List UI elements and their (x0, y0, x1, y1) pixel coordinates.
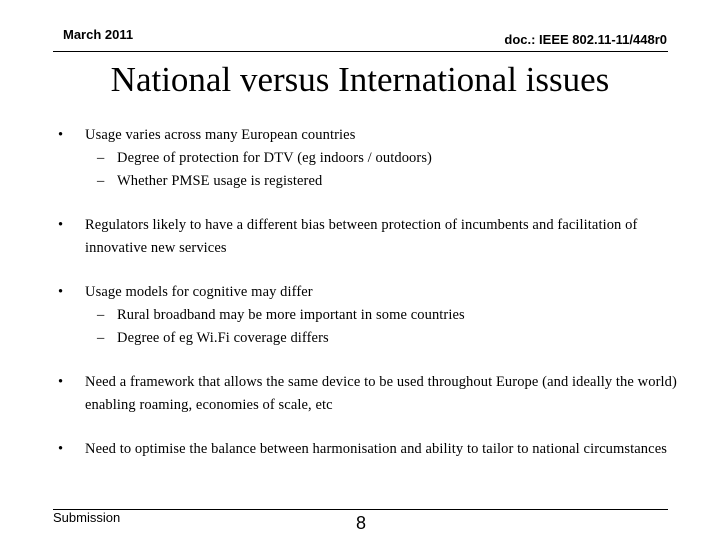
bullet-item (55, 124, 695, 193)
sub-bullet-marker: – (97, 173, 105, 189)
bullet-marker: • (58, 284, 64, 300)
bullet-marker: • (58, 374, 64, 390)
sub-bullet-text: Rural broadband may be more important in some countries (117, 307, 465, 323)
footer-submission: Submission (53, 510, 121, 525)
sub-bullet-list (85, 304, 695, 350)
header-doc-id: doc.: IEEE 802.11-11/448r0 (504, 32, 667, 47)
sub-bullet-item (85, 327, 695, 350)
bullet-item (55, 214, 695, 260)
footer-divider (53, 509, 668, 510)
bullet-marker: • (58, 217, 64, 233)
header-date: March 2011 (63, 27, 134, 42)
bullet-item (55, 438, 695, 461)
sub-bullet-item (85, 147, 695, 170)
bullet-item (55, 281, 695, 350)
sub-bullet-marker: – (97, 307, 105, 323)
bullet-text: Need to optimise the balance between harmonisation and ability to tailor to national circumstances (85, 441, 667, 457)
page-number: 8 (356, 513, 367, 533)
sub-bullet-marker: – (97, 330, 105, 346)
bullet-text: Usage varies across many European countries (85, 127, 356, 143)
sub-bullet-list (85, 147, 695, 193)
sub-bullet-text: Degree of protection for DTV (eg indoors / outdoors) (117, 150, 432, 166)
bullet-text: Regulators likely to have a different bias between protection of incumbents and facilitation of innovative new services (85, 217, 638, 256)
sub-bullet-item (85, 304, 695, 327)
bullet-text: Usage models for cognitive may differ (85, 284, 313, 300)
bullet-item (55, 371, 695, 417)
bullet-marker: • (58, 441, 64, 457)
bullet-text: Need a framework that allows the same device to be used throughout Europe (and ideally the world) enabling roaming, economies of scale, etc (85, 374, 677, 413)
sub-bullet-marker: – (97, 150, 105, 166)
bullet-marker: • (58, 127, 64, 143)
slide-title: National versus International issues (110, 60, 610, 99)
header-divider (53, 51, 668, 52)
sub-bullet-text: Whether PMSE usage is registered (117, 173, 323, 189)
sub-bullet-text: Degree of eg Wi.Fi coverage differs (117, 330, 329, 346)
bullet-list (55, 124, 695, 482)
sub-bullet-item (85, 170, 695, 193)
